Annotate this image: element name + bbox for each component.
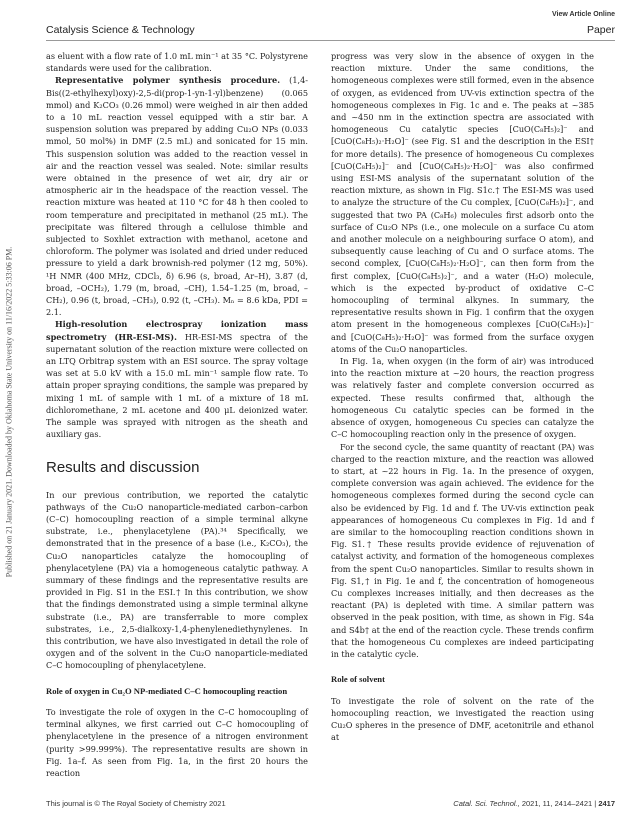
paragraph	[46, 74, 308, 318]
citation	[453, 799, 615, 808]
right-column	[331, 50, 594, 743]
journal-abbrev: Catal. Sci. Technol.,	[453, 799, 520, 808]
footer-separator: |	[594, 799, 597, 808]
publication-note: Published on 21 January 2021. Downloaded by Oklahoma State University on 11/16/2022 5:33:06 PM.	[4, 246, 14, 578]
subsection-heading: Role of solvent	[331, 674, 385, 685]
subsection-heading: Role of oxygen in Cu₂O NP-mediated C–C homocoupling reaction	[46, 685, 288, 696]
page-number: 2417	[598, 799, 615, 808]
paragraph-body: (1,4-Bis((2-ethylhexyl)oxy)-2,5-di(prop-1-yn-1-yl)benzene) (0.065 mmol) and K₂CO₃ (0.26 mmol) were weighed in air then added to a 10 mL reaction vessel equipped with a stir bar. A suspension solution was prepared by adding Cu₂O NPs (0.033 mmol, 50 mol%) in DMF (2.5 mL) and sonicated for 15 min. This suspension solution was added to the reaction vessel in air and the reaction vessel was sealed. Note: similar results were obtained in the presence of wet air, dry air or atmospheric air in the headspace of the reaction vessel. The reaction mixture was heated at 110 °C for 48 h then cooled to room temperature and precipitated in methanol (25 mL). The precipitate was filtered through a cellulose thimble and subjected to Soxhlet extraction with methanol, acetone and chloroform. The polymer was isolated and dried under reduced pressure to yield a dark brownish-red polymer (12 mg, 50%). ¹H NMR (400 MHz, CDCl₃, δ) 6.96 (s, broad, Ar–H), 3.87 (d, broad, –OCH₂), 1.79 (m, broad, –CH), 1.54–1.25 (m, broad, –CH₂), 0.96 (t, broad, –CH₃), 0.92 (t, –CH₃). Mₙ = 8.6 kDa, PDI = 2.1.	[46, 75, 308, 318]
page-header	[46, 24, 615, 38]
paragraph-title: High-resolution electrospray ionization mass spectrometry (HR-ESI-MS).	[46, 319, 308, 342]
paragraph: progress was very slow in the absence of oxygen in the reaction mixture. Under the same conditions, the homogeneous complexes were still formed, even in the absence of oxygen, as evidenced from UV-vis extinction spectra of the homogeneous complexes in Fig. 1c and e. The peaks at ~385 and ~450 nm in the extinction spectra are associated with homogeneous Cu catalytic species [CuO(C₈H₅)₂]⁻ and [CuO(C₈H₅)₂·H₂O]⁻ (see Fig. S1 and the description in the ESI† for more details). The presence of homogeneous Cu complexes [CuO(C₈H₅)₂]⁻ and [CuO(C₈H₅)₂·H₂O]⁻ was also confirmed using ESI-MS analysis of the supernatant solution of the reaction mixture, as shown in Fig. S1c.† The ESI-MS was used to analyze the structure of the Cu complex, [CuO(C₈H₅)₂]⁻, and suggested that two PA (C₈H₆) molecules first adsorb onto the surface of Cu₂O NPs (i.e., one molecule on a surface Cu atom and another molecule on a neighbouring surface O atom), and subsequently cause leaching of Cu and O surface atoms. The second complex, [CuO(C₈H₅)₂·H₂O]⁻, can then form from the first complex, [CuO(C₈H₅)₂]⁻, and a water (H₂O) molecule, which is the expected by-product of oxidative C–C homocoupling of terminal alkynes. In summary, the representative results shown in Fig. 1 confirm that the oxygen atom present in the homogeneous complexes [CuO(C₈H₅)₂]⁻ and [CuO(C₈H₅)₂·H₂O]⁻ was formed from the surface oxygen atoms of the Cu₂O nanoparticles.	[331, 51, 594, 354]
journal-name: Catalysis Science & Technology	[46, 24, 195, 36]
paragraph	[46, 318, 308, 440]
paragraph-body: HR-ESI-MS spectra of the supernatant solution of the reaction mixture were collected on an LTQ Orbitrap system with an ESI source. The spray voltage was set at 5.0 kV with a 15.0 mL min⁻¹ sample flow rate. To attain proper spraying conditions, the sample was prepared by mixing 1 mL of sample with 1 mL of a mixture of 18 mL dichloromethane, 2 mL acetone and 400 μL deionized water. The sample was sprayed with nitrogen as the sheath and auxiliary gas.	[46, 331, 308, 440]
page-footer	[46, 799, 615, 811]
paragraph-title: Representative polymer synthesis procedure.	[55, 75, 281, 86]
header-divider	[46, 40, 615, 41]
paragraph: To investigate the role of solvent on the rate of the homocoupling reaction, we investigated the reaction using Cu₂O spheres in the presence of DMF, acetonitrile and ethanol at	[331, 695, 594, 743]
paragraph: In Fig. 1a, when oxygen (in the form of air) was introduced into the reaction mixture at ~20 hours, the reaction progress was relatively faster and complete conversion occurred as expected. These results confirmed that, although the homogeneous Cu catalytic species can be formed in the absence of oxygen, homogeneous Cu species can catalyze the C–C homocoupling reaction only in the presence of oxygen.	[331, 356, 594, 440]
section-heading: Results and discussion	[46, 458, 200, 476]
paragraph: In our previous contribution, we reported the catalytic pathways of the Cu₂O nanoparticle-mediated carbon–carbon (C–C) homocoupling reaction of a simple terminal alkyne substrate, i.e., phenylacetylene (PA).³⁴ Specifically, we demonstrated that in the presence of a base (i.e., K₂CO₃), the Cu₂O nanoparticles catalyze the homocoupling of phenylacetylene (PA) via a homogeneous catalytic pathway. A summary of these findings and the representative results are provided in Fig. S1 in the ESI.† In this contribution, we show that the findings demonstrated using a simple terminal alkyne substrate (i.e., PA) are transferrable to more complex substrates, i.e., 2,5-dialkoxy-1,4-phenylenediethynylenes. In this contribution, we have also investigated in detail the role of oxygen and of the solvent in the Cu₂O nanoparticle-mediated C–C homocoupling of phenylacetylene.	[46, 489, 308, 671]
left-column	[46, 50, 308, 779]
copyright-notice: This journal is © The Royal Society of Chemistry 2021	[46, 799, 226, 808]
section-label: Paper	[586, 24, 615, 36]
paragraph: as eluent with a flow rate of 1.0 mL min⁻¹ at 35 °C. Polystyrene standards were used for the calibration.	[46, 51, 308, 74]
view-article-online-link[interactable]: View Article Online	[551, 11, 615, 18]
paragraph: For the second cycle, the same quantity of reactant (PA) was charged to the reaction mixture, and the reaction was allowed to start, at ~22 hours in Fig. 1a. In the presence of oxygen, complete conversion was again achieved. The evidence for the homogeneous complexes formed during the second cycle can also be evidenced by Fig. 1d and f. The UV-vis extinction peak appearances of homogeneous Cu complexes in Fig. 1d and f are similar to the homocoupling reaction conditions shown in Fig. S1.† These results provide evidence of rejuvenation of catalyst activity, and formation of the homogeneous complexes from the spent Cu₂O nanoparticles. Similar to results shown in Fig. S1,† in Fig. 1e and f, the concentration of homogeneous Cu complexes increases initially, and then decreases as the reactant (PA) is depleted with time. A similar pattern was observed in the peak position, with time, as shown in Fig. S4a and S4b† at the end of the reaction cycle. These trends confirm that the homogeneous Cu complexes are indeed participating in the catalytic cycle.	[331, 441, 594, 659]
volume-pages: 2021, 11, 2414–2421	[521, 799, 593, 808]
paragraph: To investigate the role of oxygen in the C–C homocoupling of terminal alkynes, we first carried out C–C homocoupling of phenylacetylene in the presence of a nitrogen environment (purity >99.999%). The representative results are shown in Fig. 1a–f. As seen from Fig. 1a, in the first 20 hours the reaction	[46, 707, 308, 779]
